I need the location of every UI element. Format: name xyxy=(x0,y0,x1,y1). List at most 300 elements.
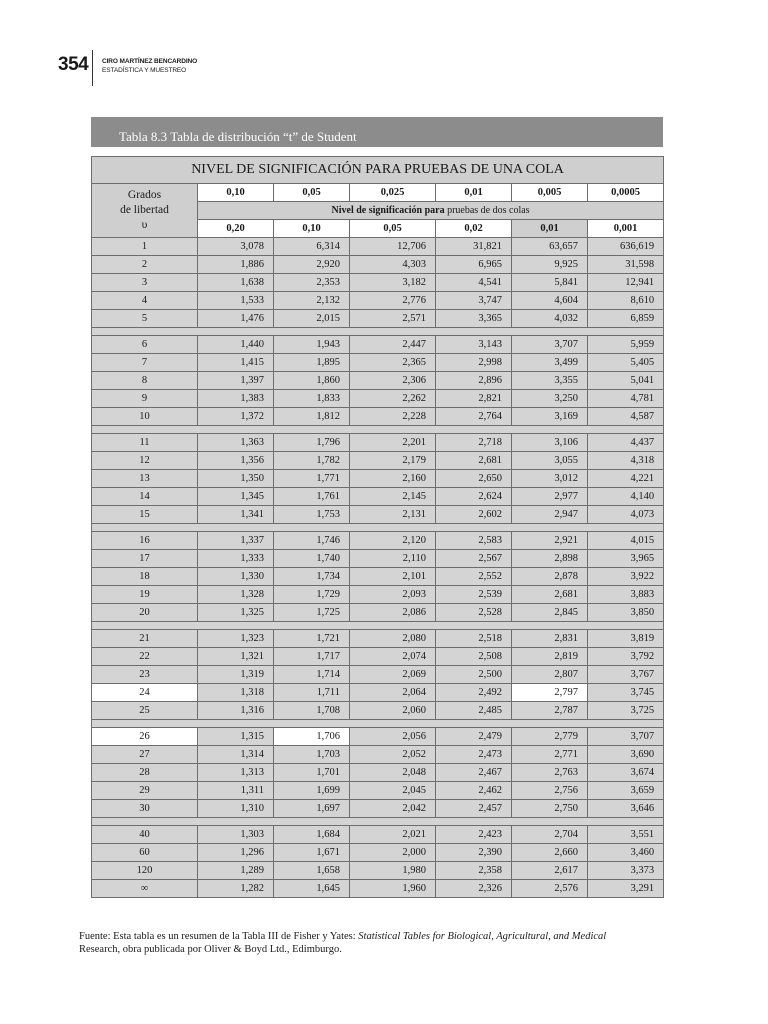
critical-value-cell: 4,437 xyxy=(588,434,664,452)
degrees-of-freedom-cell: 20 xyxy=(92,604,198,622)
table-row xyxy=(92,862,664,880)
two-tail-level: 0,05 xyxy=(350,220,436,238)
critical-value-cell: 8,610 xyxy=(588,292,664,310)
two-tail-level: 0,10 xyxy=(274,220,350,238)
critical-value-cell: 4,032 xyxy=(512,310,588,328)
two-tail-level: 0,01 xyxy=(512,220,588,238)
degrees-of-freedom-cell: 25 xyxy=(92,702,198,720)
critical-value-cell: 1,703 xyxy=(274,746,350,764)
critical-value-cell: 2,132 xyxy=(274,292,350,310)
critical-value-cell: 6,314 xyxy=(274,238,350,256)
one-tail-header-row xyxy=(92,184,664,202)
critical-value-cell: 2,776 xyxy=(350,292,436,310)
critical-value-cell: 636,619 xyxy=(588,238,664,256)
group-separator-cell xyxy=(92,328,664,336)
critical-value-cell: 1,350 xyxy=(198,470,274,488)
degrees-of-freedom-cell: 4 xyxy=(92,292,198,310)
degrees-of-freedom-cell: 30 xyxy=(92,800,198,818)
grados-symbol: υ xyxy=(141,219,148,231)
critical-value-cell: 6,859 xyxy=(588,310,664,328)
table-row xyxy=(92,336,664,354)
critical-value-cell: 3,012 xyxy=(512,470,588,488)
critical-value-cell: 1,289 xyxy=(198,862,274,880)
critical-value-cell: 1,296 xyxy=(198,844,274,862)
critical-value-cell: 1,796 xyxy=(274,434,350,452)
critical-value-cell: 1,746 xyxy=(274,532,350,550)
table-row xyxy=(92,354,664,372)
critical-value-cell: 1,313 xyxy=(198,764,274,782)
table-row xyxy=(92,470,664,488)
critical-value-cell: 1,833 xyxy=(274,390,350,408)
one-tail-level: 0,005 xyxy=(512,184,588,202)
critical-value-cell: 4,604 xyxy=(512,292,588,310)
critical-value-cell: 1,771 xyxy=(274,470,350,488)
table-row xyxy=(92,408,664,426)
critical-value-cell: 1,316 xyxy=(198,702,274,720)
table-row xyxy=(92,746,664,764)
table-row xyxy=(92,826,664,844)
critical-value-cell: 2,831 xyxy=(512,630,588,648)
critical-value-cell: 1,658 xyxy=(274,862,350,880)
critical-value-cell: 1,697 xyxy=(274,800,350,818)
critical-value-cell: 1,717 xyxy=(274,648,350,666)
critical-value-cell: 3,250 xyxy=(512,390,588,408)
critical-value-cell: 2,898 xyxy=(512,550,588,568)
critical-value-cell: 2,500 xyxy=(436,666,512,684)
degrees-of-freedom-cell: 13 xyxy=(92,470,198,488)
table-title-row xyxy=(92,157,664,184)
critical-value-cell: 4,587 xyxy=(588,408,664,426)
critical-value-cell: 2,518 xyxy=(436,630,512,648)
table-row xyxy=(92,782,664,800)
critical-value-cell: 1,356 xyxy=(198,452,274,470)
critical-value-cell: 2,485 xyxy=(436,702,512,720)
footnote-prefix: Fuente: Esta tabla es un resumen de la Tabla III de Fisher y Yates: xyxy=(79,931,359,942)
critical-value-cell: 2,060 xyxy=(350,702,436,720)
degrees-of-freedom-cell: 15 xyxy=(92,506,198,524)
table-row xyxy=(92,880,664,898)
critical-value-cell: 3,078 xyxy=(198,238,274,256)
critical-value-cell: 3,646 xyxy=(588,800,664,818)
table-row xyxy=(92,310,664,328)
critical-value-cell: 4,221 xyxy=(588,470,664,488)
critical-value-cell: 2,467 xyxy=(436,764,512,782)
critical-value-cell: 1,960 xyxy=(350,880,436,898)
group-separator-cell xyxy=(92,426,664,434)
table-row xyxy=(92,452,664,470)
critical-value-cell: 2,539 xyxy=(436,586,512,604)
critical-value-cell: 2,000 xyxy=(350,844,436,862)
critical-value-cell: 1,397 xyxy=(198,372,274,390)
degrees-of-freedom-cell: 120 xyxy=(92,862,198,880)
critical-value-cell: 2,462 xyxy=(436,782,512,800)
critical-value-cell: 2,423 xyxy=(436,826,512,844)
critical-value-cell: 1,383 xyxy=(198,390,274,408)
critical-value-cell: 1,318 xyxy=(198,684,274,702)
footnote-line2: Research, obra publicada por Oliver & Boyd Ltd., Edimburgo. xyxy=(79,944,342,955)
critical-value-cell: 12,941 xyxy=(588,274,664,292)
degrees-of-freedom-cell: 5 xyxy=(92,310,198,328)
page-number: 354 xyxy=(58,54,89,75)
critical-value-cell: 1,415 xyxy=(198,354,274,372)
critical-value-cell: 1,708 xyxy=(274,702,350,720)
critical-value-cell: 2,069 xyxy=(350,666,436,684)
critical-value-cell: 4,303 xyxy=(350,256,436,274)
critical-value-cell: 1,706 xyxy=(274,728,350,746)
group-separator xyxy=(92,622,664,630)
critical-value-cell: 1,314 xyxy=(198,746,274,764)
critical-value-cell: 3,792 xyxy=(588,648,664,666)
critical-value-cell: 2,617 xyxy=(512,862,588,880)
group-separator-cell xyxy=(92,524,664,532)
critical-value-cell: 1,812 xyxy=(274,408,350,426)
critical-value-cell: 3,355 xyxy=(512,372,588,390)
critical-value-cell: 4,015 xyxy=(588,532,664,550)
group-separator xyxy=(92,524,664,532)
critical-value-cell: 3,659 xyxy=(588,782,664,800)
degrees-of-freedom-cell: 6 xyxy=(92,336,198,354)
table-row xyxy=(92,434,664,452)
table-caption-bar xyxy=(91,117,663,147)
degrees-of-freedom-cell: 8 xyxy=(92,372,198,390)
critical-value-cell: 1,330 xyxy=(198,568,274,586)
critical-value-cell: 5,405 xyxy=(588,354,664,372)
degrees-of-freedom-cell: 16 xyxy=(92,532,198,550)
critical-value-cell: 2,819 xyxy=(512,648,588,666)
critical-value-cell: 2,457 xyxy=(436,800,512,818)
critical-value-cell: 2,764 xyxy=(436,408,512,426)
footnote-italic-title: Statistical Tables for Biological, Agricultural, and Medical xyxy=(358,931,607,942)
critical-value-cell: 2,390 xyxy=(436,844,512,862)
critical-value-cell: 2,977 xyxy=(512,488,588,506)
degrees-of-freedom-cell: 19 xyxy=(92,586,198,604)
critical-value-cell: 1,684 xyxy=(274,826,350,844)
critical-value-cell: 3,551 xyxy=(588,826,664,844)
critical-value-cell: 1,860 xyxy=(274,372,350,390)
two-tail-label-bold: Nivel de significación para xyxy=(331,205,445,216)
critical-value-cell: 1,638 xyxy=(198,274,274,292)
table-row xyxy=(92,256,664,274)
critical-value-cell: 3,365 xyxy=(436,310,512,328)
critical-value-cell: 1,315 xyxy=(198,728,274,746)
critical-value-cell: 2,681 xyxy=(512,586,588,604)
degrees-of-freedom-cell: 26 xyxy=(92,728,198,746)
critical-value-cell: 3,747 xyxy=(436,292,512,310)
degrees-of-freedom-cell: 21 xyxy=(92,630,198,648)
group-separator xyxy=(92,818,664,826)
critical-value-cell: 2,878 xyxy=(512,568,588,586)
critical-value-cell: 1,740 xyxy=(274,550,350,568)
critical-value-cell: 1,323 xyxy=(198,630,274,648)
degrees-of-freedom-cell: 23 xyxy=(92,666,198,684)
critical-value-cell: 2,145 xyxy=(350,488,436,506)
critical-value-cell: 2,845 xyxy=(512,604,588,622)
table-row xyxy=(92,702,664,720)
critical-value-cell: 1,476 xyxy=(198,310,274,328)
critical-value-cell: 2,763 xyxy=(512,764,588,782)
critical-value-cell: 2,583 xyxy=(436,532,512,550)
degrees-of-freedom-cell: 28 xyxy=(92,764,198,782)
critical-value-cell: 4,140 xyxy=(588,488,664,506)
critical-value-cell: 4,073 xyxy=(588,506,664,524)
one-tail-level: 0,01 xyxy=(436,184,512,202)
critical-value-cell: 2,306 xyxy=(350,372,436,390)
table-caption: Tabla 8.3 Tabla de distribución “t” de Student xyxy=(119,129,357,144)
critical-value-cell: 1,701 xyxy=(274,764,350,782)
critical-value-cell: 1,980 xyxy=(350,862,436,880)
one-tail-level: 0,0005 xyxy=(588,184,664,202)
critical-value-cell: 6,965 xyxy=(436,256,512,274)
critical-value-cell: 1,886 xyxy=(198,256,274,274)
critical-value-cell: 3,169 xyxy=(512,408,588,426)
critical-value-cell: 1,943 xyxy=(274,336,350,354)
critical-value-cell: 3,499 xyxy=(512,354,588,372)
table-row xyxy=(92,238,664,256)
group-separator xyxy=(92,328,664,336)
critical-value-cell: 2,921 xyxy=(512,532,588,550)
critical-value-cell: 2,771 xyxy=(512,746,588,764)
critical-value-cell: 2,492 xyxy=(436,684,512,702)
critical-value-cell: 1,721 xyxy=(274,630,350,648)
critical-value-cell: 1,328 xyxy=(198,586,274,604)
critical-value-cell: 4,541 xyxy=(436,274,512,292)
critical-value-cell: 1,711 xyxy=(274,684,350,702)
degrees-of-freedom-cell: 1 xyxy=(92,238,198,256)
table-row xyxy=(92,586,664,604)
critical-value-cell: 3,965 xyxy=(588,550,664,568)
critical-value-cell: 1,333 xyxy=(198,550,274,568)
critical-value-cell: 2,447 xyxy=(350,336,436,354)
critical-value-cell: 2,571 xyxy=(350,310,436,328)
degrees-of-freedom-cell: 9 xyxy=(92,390,198,408)
table-row xyxy=(92,648,664,666)
critical-value-cell: 2,947 xyxy=(512,506,588,524)
critical-value-cell: 3,674 xyxy=(588,764,664,782)
degrees-of-freedom-cell: 17 xyxy=(92,550,198,568)
critical-value-cell: 2,624 xyxy=(436,488,512,506)
critical-value-cell: 2,326 xyxy=(436,880,512,898)
degrees-of-freedom-cell: 3 xyxy=(92,274,198,292)
critical-value-cell: 2,101 xyxy=(350,568,436,586)
critical-value-cell: 1,325 xyxy=(198,604,274,622)
critical-value-cell: 1,533 xyxy=(198,292,274,310)
critical-value-cell: 2,042 xyxy=(350,800,436,818)
critical-value-cell: 1,310 xyxy=(198,800,274,818)
critical-value-cell: 1,303 xyxy=(198,826,274,844)
group-separator-cell xyxy=(92,818,664,826)
degrees-of-freedom-header xyxy=(92,184,198,238)
critical-value-cell: 4,781 xyxy=(588,390,664,408)
critical-value-cell: 2,262 xyxy=(350,390,436,408)
critical-value-cell: 31,598 xyxy=(588,256,664,274)
critical-value-cell: 2,896 xyxy=(436,372,512,390)
critical-value-cell: 3,143 xyxy=(436,336,512,354)
critical-value-cell: 3,106 xyxy=(512,434,588,452)
critical-value-cell: 2,602 xyxy=(436,506,512,524)
table-row xyxy=(92,800,664,818)
critical-value-cell: 2,353 xyxy=(274,274,350,292)
critical-value-cell: 2,479 xyxy=(436,728,512,746)
critical-value-cell: 2,015 xyxy=(274,310,350,328)
degrees-of-freedom-cell: 22 xyxy=(92,648,198,666)
grados-line1: Grados xyxy=(127,189,162,201)
critical-value-cell: 2,052 xyxy=(350,746,436,764)
critical-value-cell: 3,725 xyxy=(588,702,664,720)
one-tail-level: 0,025 xyxy=(350,184,436,202)
critical-value-cell: 9,925 xyxy=(512,256,588,274)
table-row xyxy=(92,550,664,568)
critical-value-cell: 3,850 xyxy=(588,604,664,622)
table-row xyxy=(92,764,664,782)
critical-value-cell: 2,567 xyxy=(436,550,512,568)
critical-value-cell: 2,074 xyxy=(350,648,436,666)
table-row xyxy=(92,684,664,702)
critical-value-cell: 5,959 xyxy=(588,336,664,354)
critical-value-cell: 1,341 xyxy=(198,506,274,524)
critical-value-cell: 3,883 xyxy=(588,586,664,604)
critical-value-cell: 2,080 xyxy=(350,630,436,648)
degrees-of-freedom-cell: 29 xyxy=(92,782,198,800)
critical-value-cell: 2,120 xyxy=(350,532,436,550)
critical-value-cell: 2,160 xyxy=(350,470,436,488)
critical-value-cell: 2,131 xyxy=(350,506,436,524)
critical-value-cell: 1,282 xyxy=(198,880,274,898)
critical-value-cell: 1,725 xyxy=(274,604,350,622)
critical-value-cell: 1,372 xyxy=(198,408,274,426)
critical-value-cell: 2,704 xyxy=(512,826,588,844)
author-name: CIRO MARTÍNEZ BENCARDINO xyxy=(102,58,198,65)
critical-value-cell: 3,690 xyxy=(588,746,664,764)
critical-value-cell: 2,797 xyxy=(512,684,588,702)
degrees-of-freedom-cell: 27 xyxy=(92,746,198,764)
t-distribution-table xyxy=(91,156,664,898)
critical-value-cell: 2,473 xyxy=(436,746,512,764)
critical-value-cell: 1,671 xyxy=(274,844,350,862)
critical-value-cell: 1,714 xyxy=(274,666,350,684)
critical-value-cell: 3,707 xyxy=(512,336,588,354)
critical-value-cell: 5,041 xyxy=(588,372,664,390)
degrees-of-freedom-cell: 7 xyxy=(92,354,198,372)
critical-value-cell: 2,779 xyxy=(512,728,588,746)
critical-value-cell: 12,706 xyxy=(350,238,436,256)
critical-value-cell: 2,086 xyxy=(350,604,436,622)
two-tail-level: 0,02 xyxy=(436,220,512,238)
critical-value-cell: 2,093 xyxy=(350,586,436,604)
two-tail-label-rest: pruebas de dos colas xyxy=(444,205,530,216)
critical-value-cell: 2,056 xyxy=(350,728,436,746)
critical-value-cell: 3,373 xyxy=(588,862,664,880)
critical-value-cell: 2,787 xyxy=(512,702,588,720)
degrees-of-freedom-cell: ∞ xyxy=(92,880,198,898)
table-source-footnote xyxy=(79,930,679,956)
critical-value-cell: 1,440 xyxy=(198,336,274,354)
critical-value-cell: 2,998 xyxy=(436,354,512,372)
critical-value-cell: 2,756 xyxy=(512,782,588,800)
table-row xyxy=(92,728,664,746)
critical-value-cell: 2,650 xyxy=(436,470,512,488)
table-row xyxy=(92,844,664,862)
degrees-of-freedom-cell: 60 xyxy=(92,844,198,862)
book-title: ESTADÍSTICA Y MUESTREO xyxy=(102,67,187,74)
group-separator xyxy=(92,426,664,434)
critical-value-cell: 1,311 xyxy=(198,782,274,800)
critical-value-cell: 3,055 xyxy=(512,452,588,470)
table-title: NIVEL DE SIGNIFICACIÓN PARA PRUEBAS DE UNA COLA xyxy=(92,157,664,184)
critical-value-cell: 2,821 xyxy=(436,390,512,408)
table-row xyxy=(92,506,664,524)
critical-value-cell: 1,363 xyxy=(198,434,274,452)
table-row xyxy=(92,274,664,292)
critical-value-cell: 1,645 xyxy=(274,880,350,898)
critical-value-cell: 2,718 xyxy=(436,434,512,452)
critical-value-cell: 2,920 xyxy=(274,256,350,274)
critical-value-cell: 2,750 xyxy=(512,800,588,818)
critical-value-cell: 2,552 xyxy=(436,568,512,586)
critical-value-cell: 2,021 xyxy=(350,826,436,844)
critical-value-cell: 2,660 xyxy=(512,844,588,862)
critical-value-cell: 2,358 xyxy=(436,862,512,880)
critical-value-cell: 3,707 xyxy=(588,728,664,746)
degrees-of-freedom-cell: 10 xyxy=(92,408,198,426)
critical-value-cell: 2,201 xyxy=(350,434,436,452)
critical-value-cell: 1,337 xyxy=(198,532,274,550)
table-row xyxy=(92,532,664,550)
two-tail-level: 0,001 xyxy=(588,220,664,238)
table-row xyxy=(92,488,664,506)
degrees-of-freedom-cell: 40 xyxy=(92,826,198,844)
critical-value-cell: 3,460 xyxy=(588,844,664,862)
critical-value-cell: 2,110 xyxy=(350,550,436,568)
critical-value-cell: 1,699 xyxy=(274,782,350,800)
table-row xyxy=(92,666,664,684)
group-separator xyxy=(92,720,664,728)
critical-value-cell: 2,528 xyxy=(436,604,512,622)
critical-value-cell: 3,291 xyxy=(588,880,664,898)
grados-line2: de libertad xyxy=(120,204,169,216)
critical-value-cell: 2,365 xyxy=(350,354,436,372)
critical-value-cell: 1,729 xyxy=(274,586,350,604)
critical-value-cell: 1,319 xyxy=(198,666,274,684)
critical-value-cell: 1,321 xyxy=(198,648,274,666)
critical-value-cell: 1,895 xyxy=(274,354,350,372)
critical-value-cell: 2,228 xyxy=(350,408,436,426)
degrees-of-freedom-cell: 14 xyxy=(92,488,198,506)
two-tail-label xyxy=(198,202,664,220)
critical-value-cell: 31,821 xyxy=(436,238,512,256)
one-tail-level: 0,05 xyxy=(274,184,350,202)
critical-value-cell: 3,819 xyxy=(588,630,664,648)
critical-value-cell: 1,345 xyxy=(198,488,274,506)
table-row xyxy=(92,568,664,586)
critical-value-cell: 2,064 xyxy=(350,684,436,702)
critical-value-cell: 1,782 xyxy=(274,452,350,470)
critical-value-cell: 2,576 xyxy=(512,880,588,898)
table-row xyxy=(92,390,664,408)
critical-value-cell: 2,807 xyxy=(512,666,588,684)
header-divider xyxy=(92,50,93,86)
critical-value-cell: 2,045 xyxy=(350,782,436,800)
degrees-of-freedom-cell: 11 xyxy=(92,434,198,452)
critical-value-cell: 1,753 xyxy=(274,506,350,524)
critical-value-cell: 3,182 xyxy=(350,274,436,292)
critical-value-cell: 1,761 xyxy=(274,488,350,506)
table-row xyxy=(92,630,664,648)
degrees-of-freedom-cell: 24 xyxy=(92,684,198,702)
critical-value-cell: 1,734 xyxy=(274,568,350,586)
one-tail-level: 0,10 xyxy=(198,184,274,202)
critical-value-cell: 2,681 xyxy=(436,452,512,470)
critical-value-cell: 3,767 xyxy=(588,666,664,684)
